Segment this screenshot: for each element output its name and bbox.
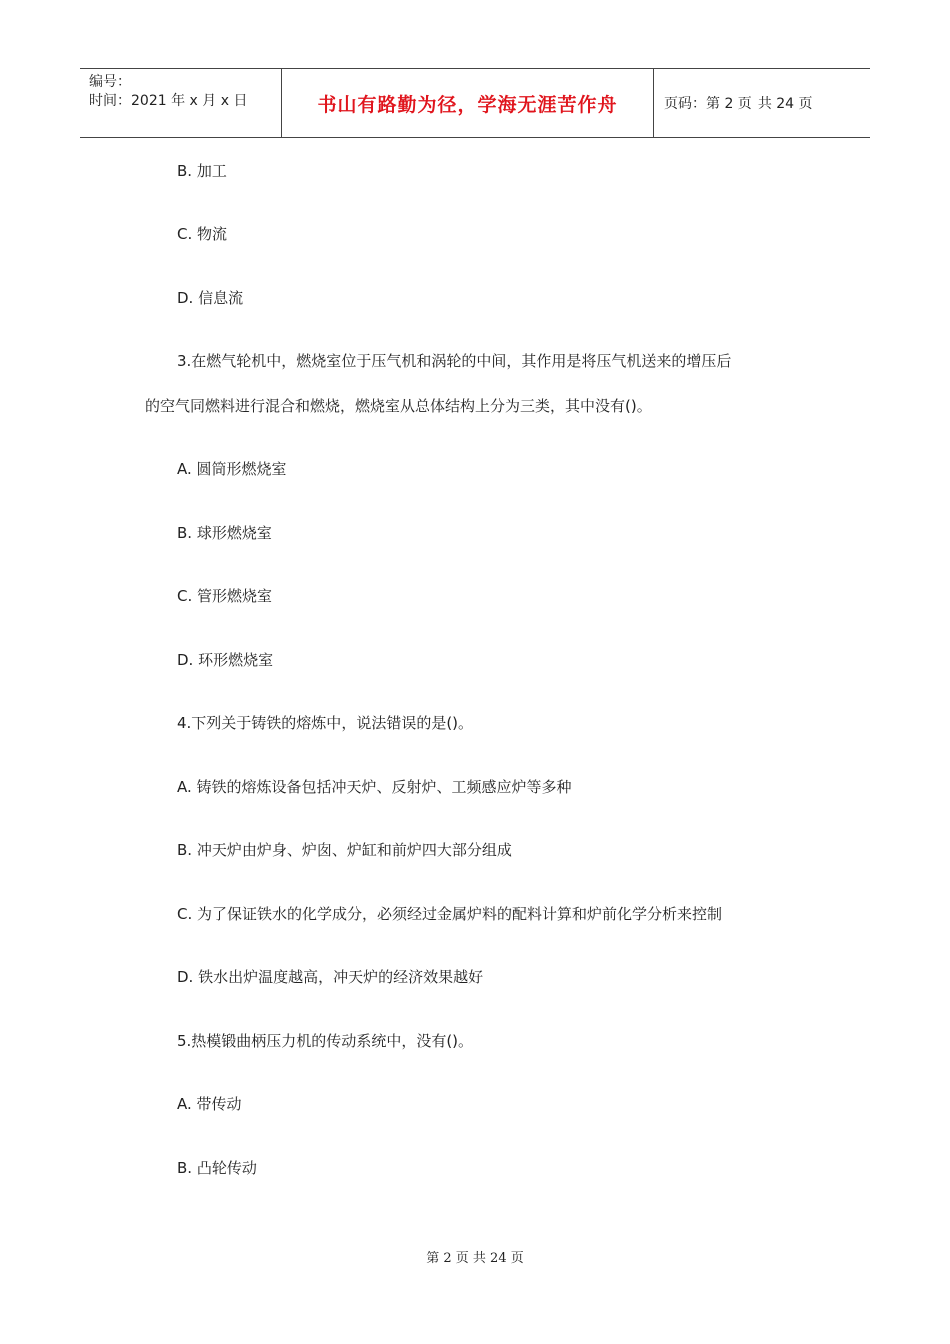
option-a-q3: A. 圆筒形燃烧室 [177, 460, 287, 478]
header-motto: 书山有路勤为径，学海无涯苦作舟 [317, 93, 618, 116]
option-b-q5: B. 凸轮传动 [177, 1159, 257, 1177]
option-d-q3: D. 环形燃烧室 [177, 651, 274, 669]
header-page-cell [654, 69, 870, 137]
option-d-q2: D. 信息流 [177, 289, 244, 307]
option-c-q3: C. 管形燃烧室 [177, 587, 273, 605]
question-3-text: 3.在燃气轮机中，燃烧室位于压气机和涡轮的中间，其作用是将压气机送来的增压后 [177, 352, 732, 370]
question-4-text: 4.下列关于铸铁的熔炼中，说法错误的是()。 [177, 714, 474, 732]
header-motto-cell [281, 69, 654, 137]
option-c-q2: C. 物流 [177, 225, 228, 243]
page-footer [0, 1247, 950, 1266]
page-header [80, 68, 870, 138]
header-info-cell [80, 69, 281, 137]
option-b-q4: B. 冲天炉由炉身、炉囱、炉缸和前炉四大部分组成 [177, 841, 512, 859]
option-a-q4: A. 铸铁的熔炼设备包括冲天炉、反射炉、工频感应炉等多种 [177, 778, 572, 796]
header-page-total: 共 24 页 [757, 96, 813, 112]
option-d-q4: D. 铁水出炉温度越高，冲天炉的经济效果越好 [177, 968, 484, 986]
option-b-q2: B. 加工 [177, 162, 227, 180]
option-b-q3: B. 球形燃烧室 [177, 524, 272, 542]
option-a-q5: A. 带传动 [177, 1095, 242, 1113]
option-c-q4: C. 为了保证铁水的化学成分，必须经过金属炉料的配料计算和炉前化学分析来控制 [177, 905, 723, 923]
question-3-text-cont: 的空气同燃料进行混合和燃烧，燃烧室从总体结构上分为三类，其中没有()。 [145, 397, 652, 415]
footer-page-indicator: 第 2 页 共 24 页 [426, 1251, 524, 1266]
question-5-text: 5.热模锻曲柄压力机的传动系统中，没有()。 [177, 1032, 474, 1050]
document-number-label: 编号： [89, 74, 131, 90]
document-date-label: 时间：2021 年 x 月 x 日 [89, 93, 248, 109]
header-page-number: 页码：第 2 页 [664, 96, 752, 112]
